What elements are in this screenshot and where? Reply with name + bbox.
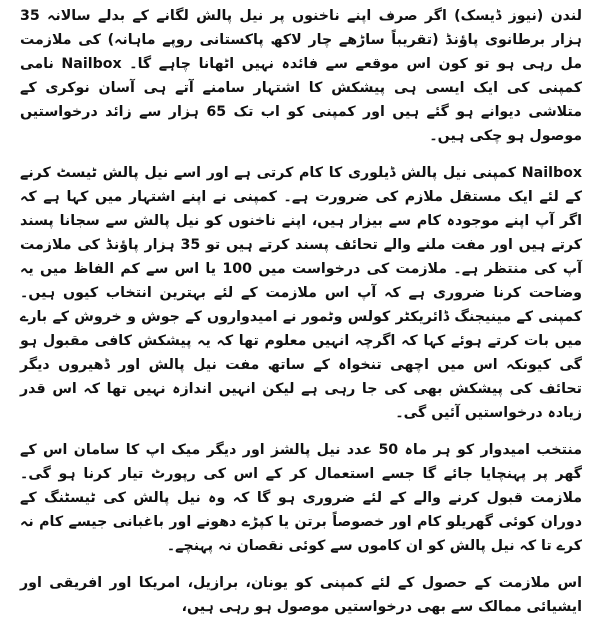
article-paragraph: Nailbox کمپنی نیل پالش ڈیلوری کا کام کرتی ہے اور اسے نیل پالش ٹیسٹ کرنے کے لئے ایک مستقل ملازم کی ضرورت ہے۔ کمپنی نے اپنے اشتہار میں کہا ہے کہ اگر آپ اپنے موجودہ کام سے بیزار ہیں، اپنے ناخنوں کو نیل پالش سے سجانا پسند کرتے ہیں اور مفت ملنے والے تحائف پسند کرتے ہیں تو 35 ہزار پاؤنڈ کی ملازمت آپ کی منتظر ہے۔ ملازمت کی درخواست میں 100 یا اس سے کم الفاظ میں یہ وضاحت کرنا ضروری ہے کہ آپ اس ملازمت کے لئے بہترین انتخاب کیوں ہیں۔ کمپنی کے مینیجنگ ڈائریکٹر کولس وٹمور نے امیدواروں کے جوش و خروش کے بارے میں بات کرتے ہوئے کہا کہ اگرچہ انہیں معلوم تھا کہ یہ پیشکش کافی مقبول ہو گی کیونکہ اس میں اچھی تنخواہ کے ساتھ مفت نیل پالش اور ڈھیروں دیگر تحائف کی پیشکش بھی کی جا رہی ہے لیکن انہیں اندازہ نہیں تھا کہ اس قدر زیادہ درخواستیں آئیں گی۔: [20, 165, 582, 421]
article-body: [20, 0, 582, 632]
article-paragraph: منتخب امیدوار کو ہر ماہ 50 عدد نیل پالشز اور دیگر میک اپ کا سامان اس کے گھر پر پہنچایا جائے گا جسے استعمال کر کے اس کی رپورٹ تیار کرنا ہو گی۔ ملازمت قبول کرنے والے کے لئے ضروری ہو گا کہ وہ نیل پالش کی ٹیسٹنگ کے دوران کوئی گھریلو کام اور خصوصاً برتن یا کپڑے دھونے اور باغبانی جیسے کام نہ کرے تا کہ نیل پالش کو ان کاموں سے کوئی نقصان نہ پہنچے۔: [20, 442, 582, 554]
article-paragraph: لندن (نیوز ڈیسک) اگر صرف اپنے ناخنوں پر نیل پالش لگانے کے بدلے سالانہ 35 ہزار برطانوی پاؤنڈ (تقریباً ساڑھے چار لاکھ پاکستانی روپے ماہانہ) کی ملازمت مل رہی ہو تو کون اس موقعے سے فائدہ نہیں اٹھانا چاہے گا۔ Nailbox نامی کمپنی کی ایک ایسی ہی پیشکش کا اشتہار سامنے آتے ہی آسان نوکری کے متلاشی دیوانے ہو گئے ہیں اور کمپنی کو اب تک 65 ہزار سے زائد درخواستیں موصول ہو چکی ہیں۔: [20, 8, 583, 144]
article-paragraph: اس ملازمت کے حصول کے لئے کمپنی کو یونان، برازیل، امریکا اور افریقی اور ایشیائی ممالک سے بھی درخواستیں موصول ہو رہی ہیں،: [20, 575, 582, 615]
